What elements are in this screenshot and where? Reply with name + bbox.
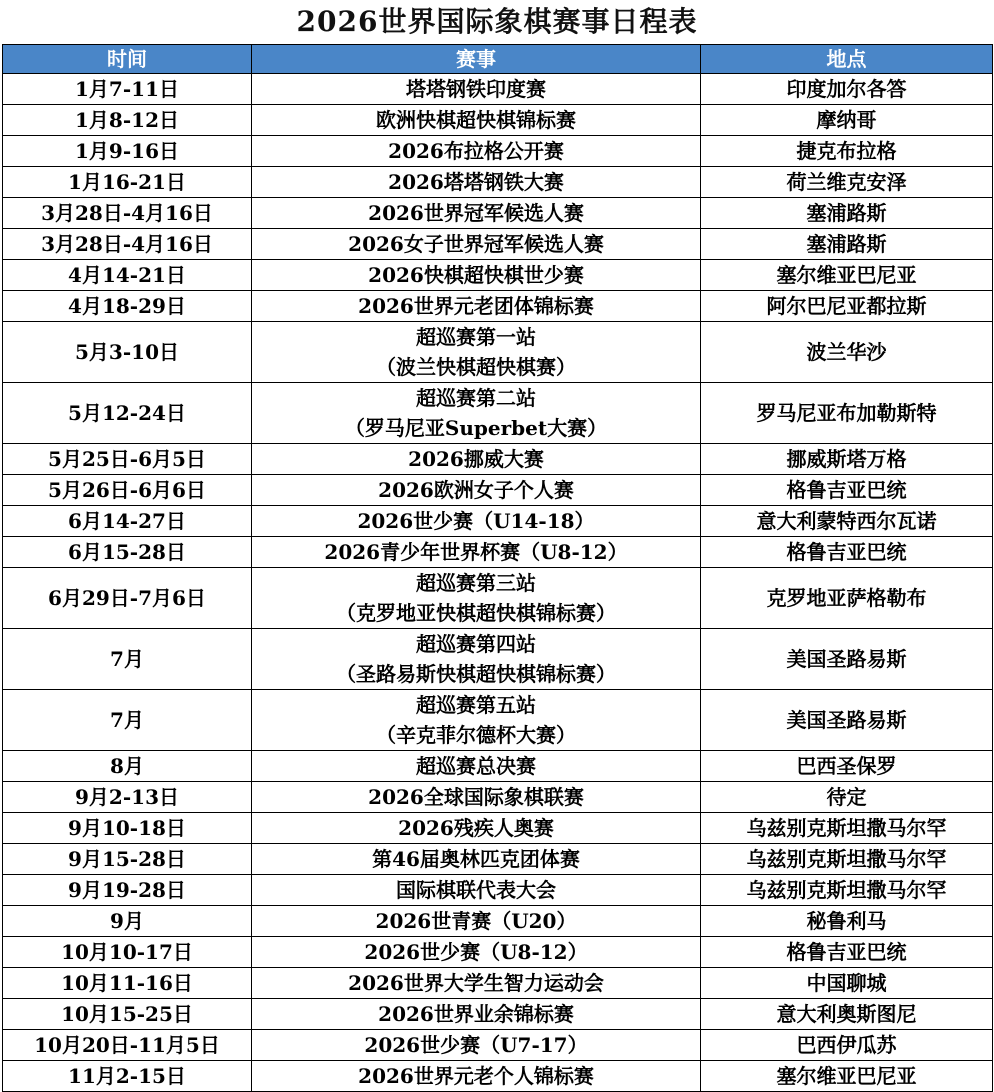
cell-time: 10月11-16日 [3,968,252,999]
event-line: 超巡赛第二站 [416,386,536,410]
cell-place: 波兰华沙 [701,322,993,383]
cell-place: 意大利奥斯图尼 [701,999,993,1030]
cell-place: 巴西伊瓜苏 [701,1030,993,1061]
event-line: 国际棋联代表大会 [396,878,556,902]
cell-place: 美国圣路易斯 [701,629,993,690]
cell-time: 9月 [3,906,252,937]
event-line: 2026全球国际象棋联赛 [368,785,584,809]
cell-place: 荷兰维克安泽 [701,167,993,198]
cell-place: 阿尔巴尼亚都拉斯 [701,291,993,322]
cell-event [252,875,701,906]
event-line: 2026世界大学生智力运动会 [348,971,604,995]
cell-place: 意大利蒙特西尔瓦诺 [701,506,993,537]
page-title: 2026世界国际象棋赛事日程表 [296,5,698,38]
table-row [3,136,993,167]
table-row [3,999,993,1030]
cell-event [252,444,701,475]
table-header-row [3,45,993,74]
cell-event [252,475,701,506]
cell-event [252,198,701,229]
event-line: 2026挪威大赛 [408,447,544,471]
cell-event [252,260,701,291]
cell-event [252,813,701,844]
cell-place: 乌兹别克斯坦撒马尔罕 [701,844,993,875]
cell-time: 6月14-27日 [3,506,252,537]
event-line: （圣路易斯快棋超快棋锦标赛） [336,662,616,686]
event-line: 超巡赛第三站 [416,571,536,595]
cell-place: 塞浦路斯 [701,229,993,260]
cell-event [252,74,701,105]
cell-place: 乌兹别克斯坦撒马尔罕 [701,875,993,906]
cell-event [252,1030,701,1061]
cell-time: 5月3-10日 [3,322,252,383]
cell-time: 4月14-21日 [3,260,252,291]
cell-event [252,782,701,813]
cell-time: 9月2-13日 [3,782,252,813]
table-row [3,537,993,568]
event-line: 超巡赛第一站 [416,325,536,349]
cell-time: 1月16-21日 [3,167,252,198]
cell-event [252,105,701,136]
cell-time: 10月15-25日 [3,999,252,1030]
event-line: （辛克菲尔德杯大赛） [376,723,576,747]
event-line: 2026世界元老个人锦标赛 [358,1064,594,1088]
table-row [3,782,993,813]
cell-event [252,136,701,167]
cell-place: 塞浦路斯 [701,198,993,229]
cell-event [252,906,701,937]
cell-time: 9月10-18日 [3,813,252,844]
cell-event [252,383,701,444]
table-row [3,322,993,383]
event-line: 塔塔钢铁印度赛 [406,77,546,101]
event-line: 2026布拉格公开赛 [388,139,564,163]
cell-time: 7月 [3,629,252,690]
table-row [3,844,993,875]
table-row [3,568,993,629]
event-line: 2026世界元老团体锦标赛 [358,294,594,318]
column-header-event: 赛事 [252,45,701,74]
cell-time: 7月 [3,690,252,751]
cell-time: 3月28日-4月16日 [3,198,252,229]
cell-place: 摩纳哥 [701,105,993,136]
event-line: 2026女子世界冠军候选人赛 [348,232,604,256]
cell-event [252,291,701,322]
event-line: 超巡赛第四站 [416,632,536,656]
table-row [3,291,993,322]
event-line: 2026世少赛（U14-18） [357,509,595,533]
table-row [3,751,993,782]
table-row [3,629,993,690]
cell-place: 巴西圣保罗 [701,751,993,782]
cell-time: 6月15-28日 [3,537,252,568]
table-row [3,383,993,444]
cell-place: 美国圣路易斯 [701,690,993,751]
cell-time: 1月7-11日 [3,74,252,105]
cell-event [252,937,701,968]
cell-time: 8月 [3,751,252,782]
table-row [3,105,993,136]
table-row [3,506,993,537]
table-row [3,875,993,906]
cell-place: 塞尔维亚巴尼亚 [701,260,993,291]
cell-event [252,537,701,568]
table-row [3,968,993,999]
event-line: 2026世界业余锦标赛 [378,1002,574,1026]
cell-place: 格鲁吉亚巴统 [701,475,993,506]
cell-event [252,844,701,875]
cell-event [252,229,701,260]
cell-event [252,506,701,537]
table-row [3,813,993,844]
event-line: 第46届奥林匹克团体赛 [372,847,580,871]
cell-event [252,690,701,751]
cell-time: 1月9-16日 [3,136,252,167]
event-line: 超巡赛第五站 [416,693,536,717]
cell-place: 印度加尔各答 [701,74,993,105]
cell-event [252,568,701,629]
cell-time: 10月10-17日 [3,937,252,968]
cell-time: 1月8-12日 [3,105,252,136]
table-row [3,906,993,937]
cell-place: 待定 [701,782,993,813]
event-line: 2026青少年世界杯赛（U8-12） [324,540,628,564]
cell-time: 3月28日-4月16日 [3,229,252,260]
cell-time: 10月20日-11月5日 [3,1030,252,1061]
cell-place: 格鲁吉亚巴统 [701,937,993,968]
cell-place: 格鲁吉亚巴统 [701,537,993,568]
cell-place: 罗马尼亚布加勒斯特 [701,383,993,444]
table-row [3,1030,993,1061]
table-row [3,690,993,751]
table-row [3,1061,993,1092]
cell-event [252,751,701,782]
cell-place: 挪威斯塔万格 [701,444,993,475]
event-line: 2026欧洲女子个人赛 [378,478,574,502]
event-line: 2026塔塔钢铁大赛 [388,170,564,194]
table-row [3,475,993,506]
table-row [3,74,993,105]
cell-event [252,1061,701,1092]
cell-time: 11月2-15日 [3,1061,252,1092]
cell-time: 5月12-24日 [3,383,252,444]
event-line: 2026世青赛（U20） [375,909,577,933]
cell-event [252,968,701,999]
event-line: 2026世少赛（U8-12） [364,940,588,964]
event-line: 超巡赛总决赛 [416,754,536,778]
event-line: （波兰快棋超快棋赛） [376,355,576,379]
table-row [3,167,993,198]
table-row [3,229,993,260]
cell-place: 中国聊城 [701,968,993,999]
event-line: （克罗地亚快棋超快棋锦标赛） [336,601,616,625]
cell-time: 9月15-28日 [3,844,252,875]
table-row [3,444,993,475]
table-body [3,74,993,1092]
event-line: （罗马尼亚Superbet大赛） [344,416,608,440]
event-line: 2026世界冠军候选人赛 [368,201,584,225]
event-line: 2026残疾人奥赛 [398,816,554,840]
cell-event [252,322,701,383]
event-line: 2026世少赛（U7-17） [364,1033,588,1057]
table-row [3,198,993,229]
event-line: 2026快棋超快棋世少赛 [368,263,584,287]
cell-time: 5月25日-6月5日 [3,444,252,475]
table-row [3,937,993,968]
cell-event [252,629,701,690]
column-header-time: 时间 [3,45,252,74]
cell-place: 克罗地亚萨格勒布 [701,568,993,629]
cell-place: 乌兹别克斯坦撒马尔罕 [701,813,993,844]
event-line: 欧洲快棋超快棋锦标赛 [376,108,576,132]
cell-place: 秘鲁利马 [701,906,993,937]
cell-place: 塞尔维亚巴尼亚 [701,1061,993,1092]
cell-event [252,167,701,198]
cell-time: 9月19-28日 [3,875,252,906]
schedule-table [2,44,993,1092]
cell-time: 5月26日-6月6日 [3,475,252,506]
cell-time: 6月29日-7月6日 [3,568,252,629]
cell-time: 4月18-29日 [3,291,252,322]
column-header-place: 地点 [701,45,993,74]
table-row [3,260,993,291]
cell-event [252,999,701,1030]
cell-place: 捷克布拉格 [701,136,993,167]
